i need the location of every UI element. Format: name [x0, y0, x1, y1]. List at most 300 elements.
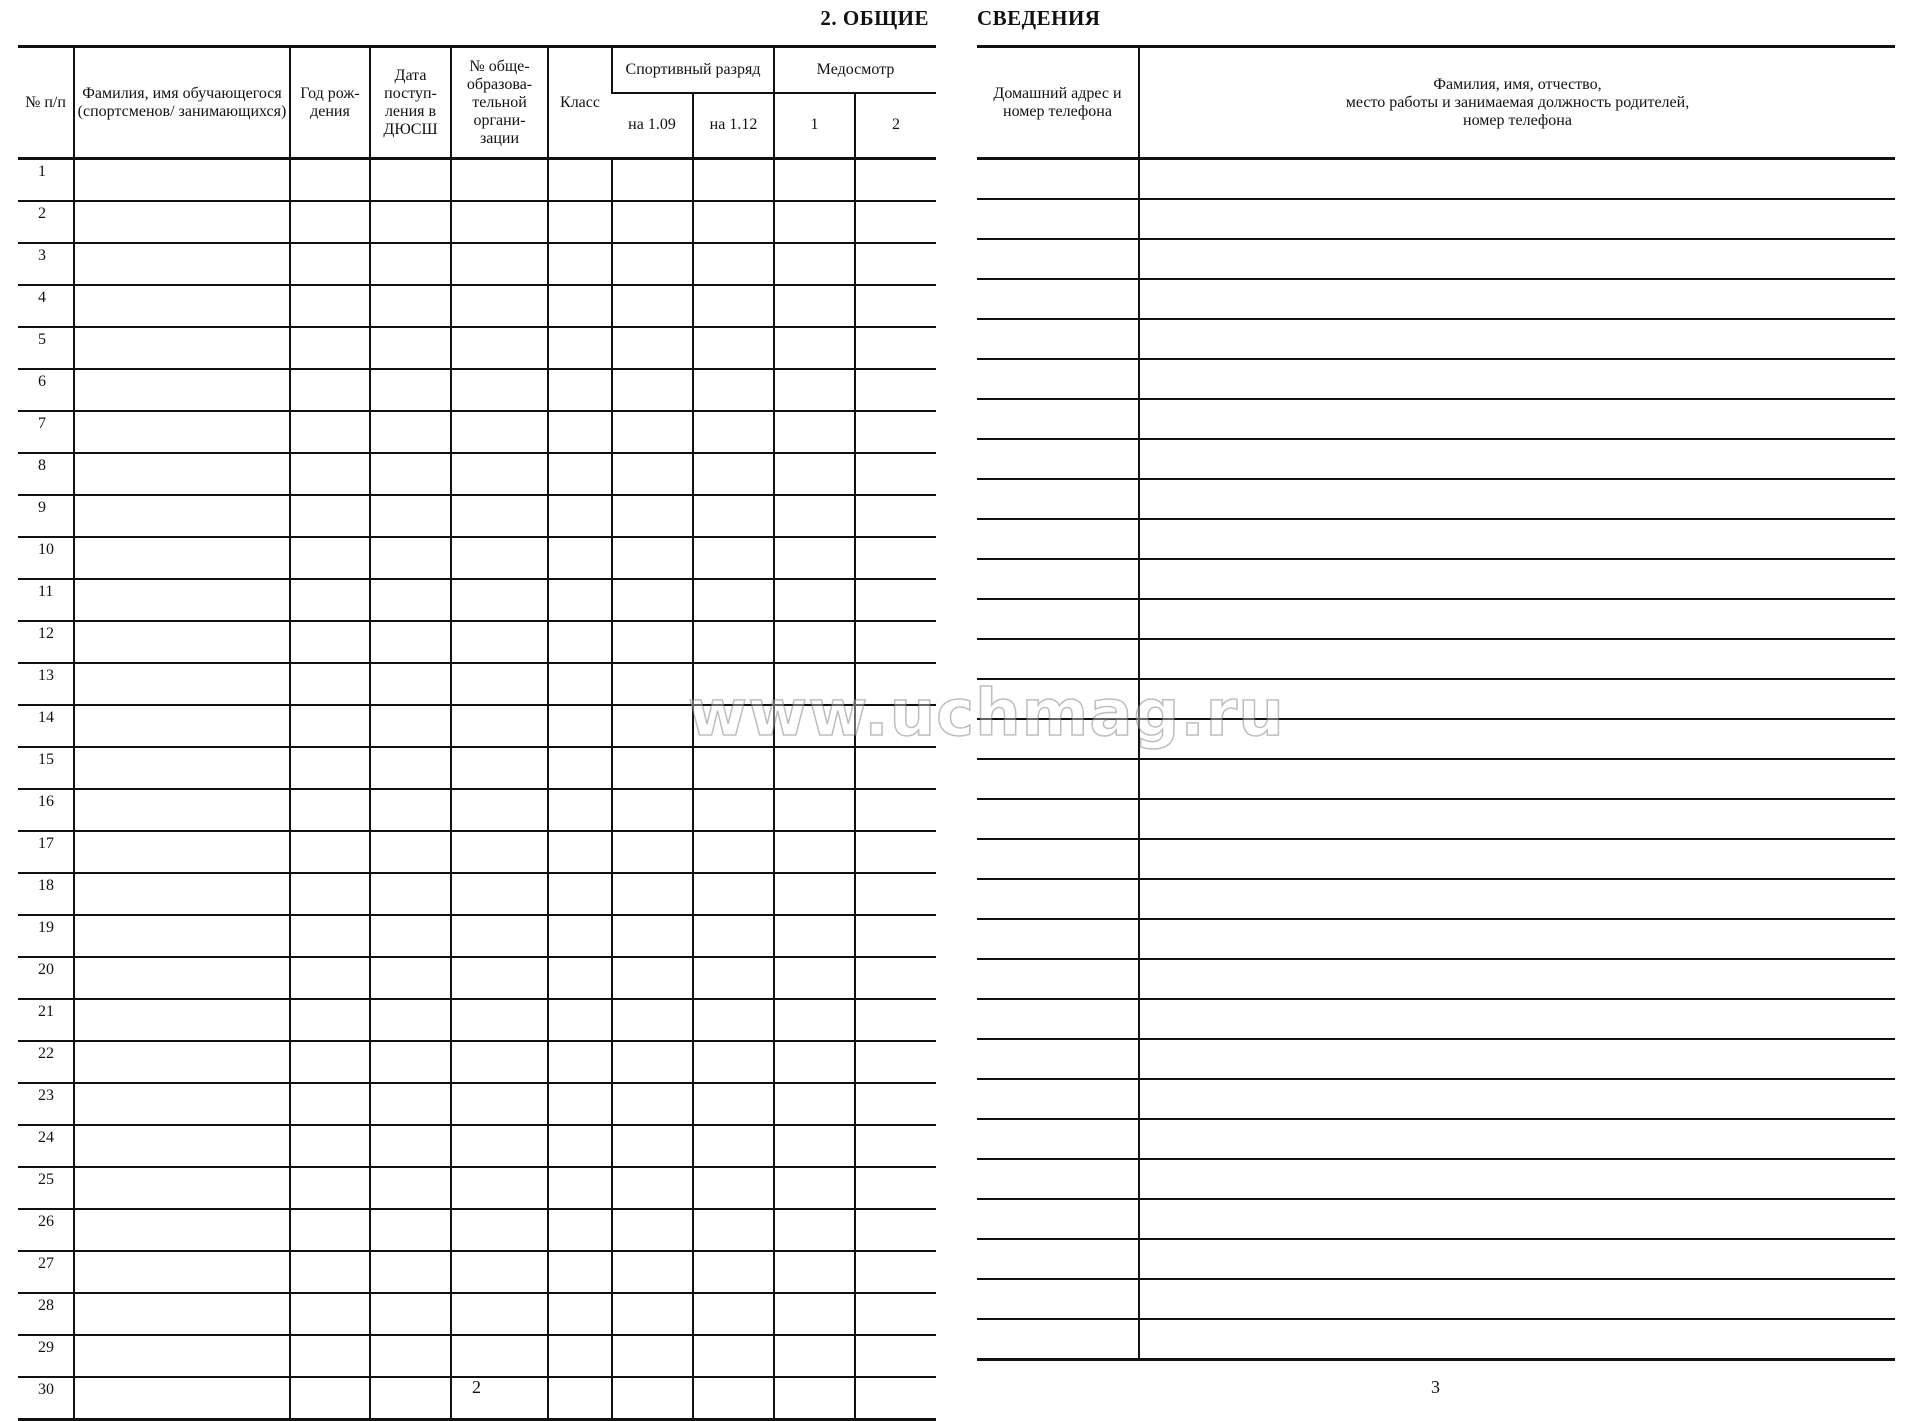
table-cell[interactable] [451, 285, 548, 327]
table-cell[interactable] [290, 663, 370, 705]
table-cell[interactable] [548, 1251, 612, 1293]
table-cell[interactable] [290, 327, 370, 369]
table-cell[interactable] [74, 1041, 290, 1083]
table-cell[interactable] [1139, 639, 1895, 679]
table-cell[interactable] [774, 579, 855, 621]
table-cell[interactable] [548, 621, 612, 663]
table-cell[interactable] [451, 411, 548, 453]
table-cell[interactable] [290, 831, 370, 873]
table-cell[interactable] [451, 537, 548, 579]
table-cell[interactable] [290, 201, 370, 243]
table-cell[interactable] [548, 957, 612, 999]
table-cell[interactable] [290, 873, 370, 915]
table-cell[interactable] [74, 1377, 290, 1420]
table-cell[interactable] [612, 957, 693, 999]
table-cell[interactable] [977, 879, 1139, 919]
table-cell[interactable] [774, 1167, 855, 1209]
table-cell[interactable] [612, 453, 693, 495]
table-cell[interactable] [451, 579, 548, 621]
table-cell[interactable] [370, 1293, 451, 1335]
table-cell[interactable] [855, 789, 936, 831]
table-cell[interactable] [370, 789, 451, 831]
table-cell[interactable] [693, 1083, 774, 1125]
table-cell[interactable] [548, 1041, 612, 1083]
table-cell[interactable] [370, 201, 451, 243]
table-cell[interactable] [977, 919, 1139, 959]
table-cell[interactable] [451, 243, 548, 285]
table-cell[interactable] [977, 1199, 1139, 1239]
table-cell[interactable] [612, 1377, 693, 1420]
table-cell[interactable] [370, 1125, 451, 1167]
table-cell[interactable] [693, 369, 774, 411]
table-cell[interactable] [548, 327, 612, 369]
table-cell[interactable] [451, 1125, 548, 1167]
table-cell[interactable] [548, 1293, 612, 1335]
table-cell[interactable] [693, 1209, 774, 1251]
table-cell[interactable] [977, 999, 1139, 1039]
table-cell[interactable] [451, 789, 548, 831]
table-cell[interactable] [370, 1377, 451, 1420]
table-cell[interactable] [612, 1041, 693, 1083]
table-cell[interactable] [612, 1167, 693, 1209]
table-cell[interactable] [774, 495, 855, 537]
table-cell[interactable] [693, 1293, 774, 1335]
table-cell[interactable] [693, 999, 774, 1041]
table-cell[interactable] [548, 579, 612, 621]
table-cell[interactable] [855, 1125, 936, 1167]
table-cell[interactable] [693, 1125, 774, 1167]
table-cell[interactable] [451, 957, 548, 999]
table-cell[interactable] [74, 915, 290, 957]
table-cell[interactable] [74, 369, 290, 411]
table-cell[interactable] [855, 537, 936, 579]
table-cell[interactable] [370, 957, 451, 999]
table-cell[interactable] [1139, 199, 1895, 239]
table-cell[interactable] [451, 369, 548, 411]
table-cell[interactable] [548, 747, 612, 789]
table-cell[interactable] [774, 1251, 855, 1293]
table-cell[interactable] [774, 285, 855, 327]
table-cell[interactable] [451, 621, 548, 663]
table-cell[interactable] [370, 705, 451, 747]
table-cell[interactable] [290, 1125, 370, 1167]
table-cell[interactable] [612, 1293, 693, 1335]
table-cell[interactable] [612, 915, 693, 957]
table-cell[interactable] [977, 599, 1139, 639]
table-cell[interactable] [855, 1251, 936, 1293]
table-cell[interactable] [1139, 1279, 1895, 1319]
table-cell[interactable] [774, 747, 855, 789]
table-cell[interactable] [290, 915, 370, 957]
table-cell[interactable] [612, 705, 693, 747]
table-cell[interactable] [1139, 999, 1895, 1039]
table-cell[interactable] [693, 495, 774, 537]
table-cell[interactable] [548, 537, 612, 579]
table-cell[interactable] [855, 1209, 936, 1251]
table-cell[interactable] [693, 831, 774, 873]
table-cell[interactable] [855, 1377, 936, 1420]
table-cell[interactable] [74, 579, 290, 621]
table-cell[interactable] [370, 831, 451, 873]
table-cell[interactable] [855, 327, 936, 369]
table-cell[interactable] [774, 1041, 855, 1083]
table-cell[interactable] [977, 319, 1139, 359]
table-cell[interactable] [370, 1041, 451, 1083]
table-cell[interactable] [370, 327, 451, 369]
table-cell[interactable] [370, 369, 451, 411]
table-cell[interactable] [612, 369, 693, 411]
table-cell[interactable] [612, 831, 693, 873]
table-cell[interactable] [451, 705, 548, 747]
table-cell[interactable] [977, 279, 1139, 319]
table-cell[interactable] [290, 789, 370, 831]
table-cell[interactable] [855, 1083, 936, 1125]
table-cell[interactable] [1139, 1159, 1895, 1199]
table-cell[interactable] [451, 1335, 548, 1377]
table-cell[interactable] [977, 519, 1139, 559]
table-cell[interactable] [548, 201, 612, 243]
table-cell[interactable] [612, 789, 693, 831]
table-cell[interactable] [774, 201, 855, 243]
table-cell[interactable] [451, 453, 548, 495]
table-cell[interactable] [370, 1083, 451, 1125]
table-cell[interactable] [370, 453, 451, 495]
table-cell[interactable] [290, 1041, 370, 1083]
table-cell[interactable] [977, 1039, 1139, 1079]
table-cell[interactable] [612, 663, 693, 705]
table-cell[interactable] [774, 1083, 855, 1125]
table-cell[interactable] [290, 705, 370, 747]
table-cell[interactable] [693, 957, 774, 999]
table-cell[interactable] [74, 831, 290, 873]
table-cell[interactable] [74, 243, 290, 285]
table-cell[interactable] [774, 915, 855, 957]
table-cell[interactable] [548, 369, 612, 411]
table-cell[interactable] [977, 239, 1139, 279]
table-cell[interactable] [977, 159, 1139, 200]
table-cell[interactable] [612, 1335, 693, 1377]
table-cell[interactable] [1139, 559, 1895, 599]
table-cell[interactable] [74, 411, 290, 453]
table-cell[interactable] [548, 999, 612, 1041]
table-cell[interactable] [74, 1167, 290, 1209]
table-cell[interactable] [451, 495, 548, 537]
table-cell[interactable] [855, 201, 936, 243]
table-cell[interactable] [370, 285, 451, 327]
table-cell[interactable] [370, 663, 451, 705]
table-cell[interactable] [548, 1125, 612, 1167]
table-cell[interactable] [370, 579, 451, 621]
table-cell[interactable] [451, 1209, 548, 1251]
table-cell[interactable] [370, 537, 451, 579]
table-cell[interactable] [693, 1335, 774, 1377]
table-cell[interactable] [774, 1125, 855, 1167]
table-cell[interactable] [774, 621, 855, 663]
table-cell[interactable] [774, 1335, 855, 1377]
table-cell[interactable] [451, 1377, 548, 1420]
table-cell[interactable] [855, 243, 936, 285]
table-cell[interactable] [370, 621, 451, 663]
table-cell[interactable] [290, 1335, 370, 1377]
table-cell[interactable] [855, 411, 936, 453]
table-cell[interactable] [693, 915, 774, 957]
table-cell[interactable] [774, 873, 855, 915]
table-cell[interactable] [774, 159, 855, 202]
table-cell[interactable] [74, 663, 290, 705]
table-cell[interactable] [74, 537, 290, 579]
table-cell[interactable] [612, 1209, 693, 1251]
table-cell[interactable] [1139, 759, 1895, 799]
table-cell[interactable] [451, 1083, 548, 1125]
table-cell[interactable] [74, 327, 290, 369]
table-cell[interactable] [451, 327, 548, 369]
table-cell[interactable] [370, 411, 451, 453]
table-cell[interactable] [548, 1377, 612, 1420]
table-cell[interactable] [290, 621, 370, 663]
table-cell[interactable] [1139, 479, 1895, 519]
table-cell[interactable] [693, 621, 774, 663]
table-cell[interactable] [1139, 239, 1895, 279]
table-cell[interactable] [74, 789, 290, 831]
table-cell[interactable] [693, 537, 774, 579]
table-cell[interactable] [548, 663, 612, 705]
table-cell[interactable] [1139, 1039, 1895, 1079]
table-cell[interactable] [74, 747, 290, 789]
table-cell[interactable] [370, 243, 451, 285]
table-cell[interactable] [74, 453, 290, 495]
table-cell[interactable] [74, 201, 290, 243]
table-cell[interactable] [977, 1319, 1139, 1360]
table-cell[interactable] [693, 201, 774, 243]
table-cell[interactable] [612, 159, 693, 202]
table-cell[interactable] [855, 831, 936, 873]
table-cell[interactable] [1139, 1199, 1895, 1239]
table-cell[interactable] [74, 957, 290, 999]
table-cell[interactable] [290, 747, 370, 789]
table-cell[interactable] [290, 1209, 370, 1251]
table-cell[interactable] [1139, 839, 1895, 879]
table-cell[interactable] [693, 285, 774, 327]
table-cell[interactable] [548, 789, 612, 831]
table-cell[interactable] [1139, 1319, 1895, 1360]
table-cell[interactable] [370, 999, 451, 1041]
table-cell[interactable] [451, 1167, 548, 1209]
table-cell[interactable] [774, 831, 855, 873]
table-cell[interactable] [977, 759, 1139, 799]
table-cell[interactable] [1139, 319, 1895, 359]
table-cell[interactable] [693, 789, 774, 831]
table-cell[interactable] [451, 201, 548, 243]
table-cell[interactable] [74, 159, 290, 202]
table-cell[interactable] [451, 663, 548, 705]
table-cell[interactable] [693, 1041, 774, 1083]
table-cell[interactable] [612, 873, 693, 915]
table-cell[interactable] [74, 873, 290, 915]
table-cell[interactable] [451, 747, 548, 789]
table-cell[interactable] [612, 411, 693, 453]
table-cell[interactable] [290, 1083, 370, 1125]
table-cell[interactable] [977, 839, 1139, 879]
table-cell[interactable] [290, 159, 370, 202]
table-cell[interactable] [774, 999, 855, 1041]
table-cell[interactable] [774, 369, 855, 411]
table-cell[interactable] [548, 453, 612, 495]
table-cell[interactable] [1139, 1119, 1895, 1159]
table-cell[interactable] [977, 559, 1139, 599]
table-cell[interactable] [1139, 359, 1895, 399]
table-cell[interactable] [855, 495, 936, 537]
table-cell[interactable] [612, 579, 693, 621]
table-cell[interactable] [977, 439, 1139, 479]
table-cell[interactable] [290, 453, 370, 495]
table-cell[interactable] [855, 621, 936, 663]
table-cell[interactable] [74, 705, 290, 747]
table-cell[interactable] [74, 285, 290, 327]
table-cell[interactable] [855, 369, 936, 411]
table-cell[interactable] [370, 159, 451, 202]
table-cell[interactable] [774, 327, 855, 369]
table-cell[interactable] [290, 411, 370, 453]
table-cell[interactable] [548, 873, 612, 915]
table-cell[interactable] [693, 159, 774, 202]
table-cell[interactable] [977, 959, 1139, 999]
table-cell[interactable] [548, 495, 612, 537]
table-cell[interactable] [451, 915, 548, 957]
table-cell[interactable] [612, 1125, 693, 1167]
table-cell[interactable] [855, 1335, 936, 1377]
table-cell[interactable] [548, 1335, 612, 1377]
table-cell[interactable] [977, 1279, 1139, 1319]
table-cell[interactable] [855, 1167, 936, 1209]
table-cell[interactable] [370, 747, 451, 789]
table-cell[interactable] [451, 1293, 548, 1335]
table-cell[interactable] [1139, 399, 1895, 439]
table-cell[interactable] [74, 1125, 290, 1167]
table-cell[interactable] [1139, 279, 1895, 319]
table-cell[interactable] [548, 159, 612, 202]
table-cell[interactable] [693, 453, 774, 495]
table-cell[interactable] [451, 159, 548, 202]
table-cell[interactable] [370, 1167, 451, 1209]
table-cell[interactable] [774, 957, 855, 999]
table-cell[interactable] [693, 873, 774, 915]
table-cell[interactable] [855, 873, 936, 915]
table-cell[interactable] [774, 1293, 855, 1335]
table-cell[interactable] [612, 1083, 693, 1125]
table-cell[interactable] [977, 1119, 1139, 1159]
table-cell[interactable] [855, 957, 936, 999]
table-cell[interactable] [1139, 159, 1895, 200]
table-cell[interactable] [290, 285, 370, 327]
table-cell[interactable] [855, 579, 936, 621]
table-cell[interactable] [1139, 1239, 1895, 1279]
table-cell[interactable] [977, 1239, 1139, 1279]
table-cell[interactable] [1139, 919, 1895, 959]
table-cell[interactable] [370, 1335, 451, 1377]
table-cell[interactable] [1139, 599, 1895, 639]
table-cell[interactable] [612, 327, 693, 369]
table-cell[interactable] [1139, 959, 1895, 999]
table-cell[interactable] [290, 579, 370, 621]
table-cell[interactable] [693, 1377, 774, 1420]
table-cell[interactable] [977, 199, 1139, 239]
table-cell[interactable] [612, 243, 693, 285]
table-cell[interactable] [370, 495, 451, 537]
table-cell[interactable] [612, 201, 693, 243]
table-cell[interactable] [977, 799, 1139, 839]
table-cell[interactable] [451, 873, 548, 915]
table-cell[interactable] [74, 621, 290, 663]
table-cell[interactable] [612, 747, 693, 789]
table-cell[interactable] [74, 1335, 290, 1377]
table-cell[interactable] [290, 957, 370, 999]
table-cell[interactable] [290, 1293, 370, 1335]
table-cell[interactable] [612, 537, 693, 579]
table-cell[interactable] [977, 1159, 1139, 1199]
table-cell[interactable] [612, 621, 693, 663]
table-cell[interactable] [855, 1293, 936, 1335]
table-cell[interactable] [855, 999, 936, 1041]
table-cell[interactable] [74, 495, 290, 537]
table-cell[interactable] [855, 285, 936, 327]
table-cell[interactable] [290, 537, 370, 579]
table-cell[interactable] [612, 1251, 693, 1293]
table-cell[interactable] [774, 243, 855, 285]
table-cell[interactable] [1139, 1079, 1895, 1119]
table-cell[interactable] [548, 411, 612, 453]
table-cell[interactable] [290, 999, 370, 1041]
table-cell[interactable] [693, 1167, 774, 1209]
table-cell[interactable] [855, 453, 936, 495]
table-cell[interactable] [855, 1041, 936, 1083]
table-cell[interactable] [370, 915, 451, 957]
table-cell[interactable] [612, 285, 693, 327]
table-cell[interactable] [693, 747, 774, 789]
table-cell[interactable] [548, 1209, 612, 1251]
table-cell[interactable] [548, 831, 612, 873]
table-cell[interactable] [855, 159, 936, 202]
table-cell[interactable] [290, 1377, 370, 1420]
table-cell[interactable] [74, 999, 290, 1041]
table-cell[interactable] [370, 1251, 451, 1293]
table-cell[interactable] [693, 411, 774, 453]
table-cell[interactable] [74, 1251, 290, 1293]
table-cell[interactable] [612, 495, 693, 537]
table-cell[interactable] [693, 579, 774, 621]
table-cell[interactable] [1139, 879, 1895, 919]
table-cell[interactable] [977, 359, 1139, 399]
table-cell[interactable] [774, 789, 855, 831]
table-cell[interactable] [548, 1167, 612, 1209]
table-cell[interactable] [548, 285, 612, 327]
table-cell[interactable] [693, 243, 774, 285]
table-cell[interactable] [774, 411, 855, 453]
table-cell[interactable] [290, 369, 370, 411]
table-cell[interactable] [977, 479, 1139, 519]
table-cell[interactable] [74, 1083, 290, 1125]
table-cell[interactable] [1139, 439, 1895, 479]
table-cell[interactable] [693, 1251, 774, 1293]
table-cell[interactable] [290, 495, 370, 537]
table-cell[interactable] [74, 1209, 290, 1251]
table-cell[interactable] [774, 1377, 855, 1420]
table-cell[interactable] [451, 831, 548, 873]
table-cell[interactable] [693, 327, 774, 369]
table-cell[interactable] [855, 915, 936, 957]
table-cell[interactable] [451, 999, 548, 1041]
table-cell[interactable] [548, 1083, 612, 1125]
table-cell[interactable] [290, 243, 370, 285]
